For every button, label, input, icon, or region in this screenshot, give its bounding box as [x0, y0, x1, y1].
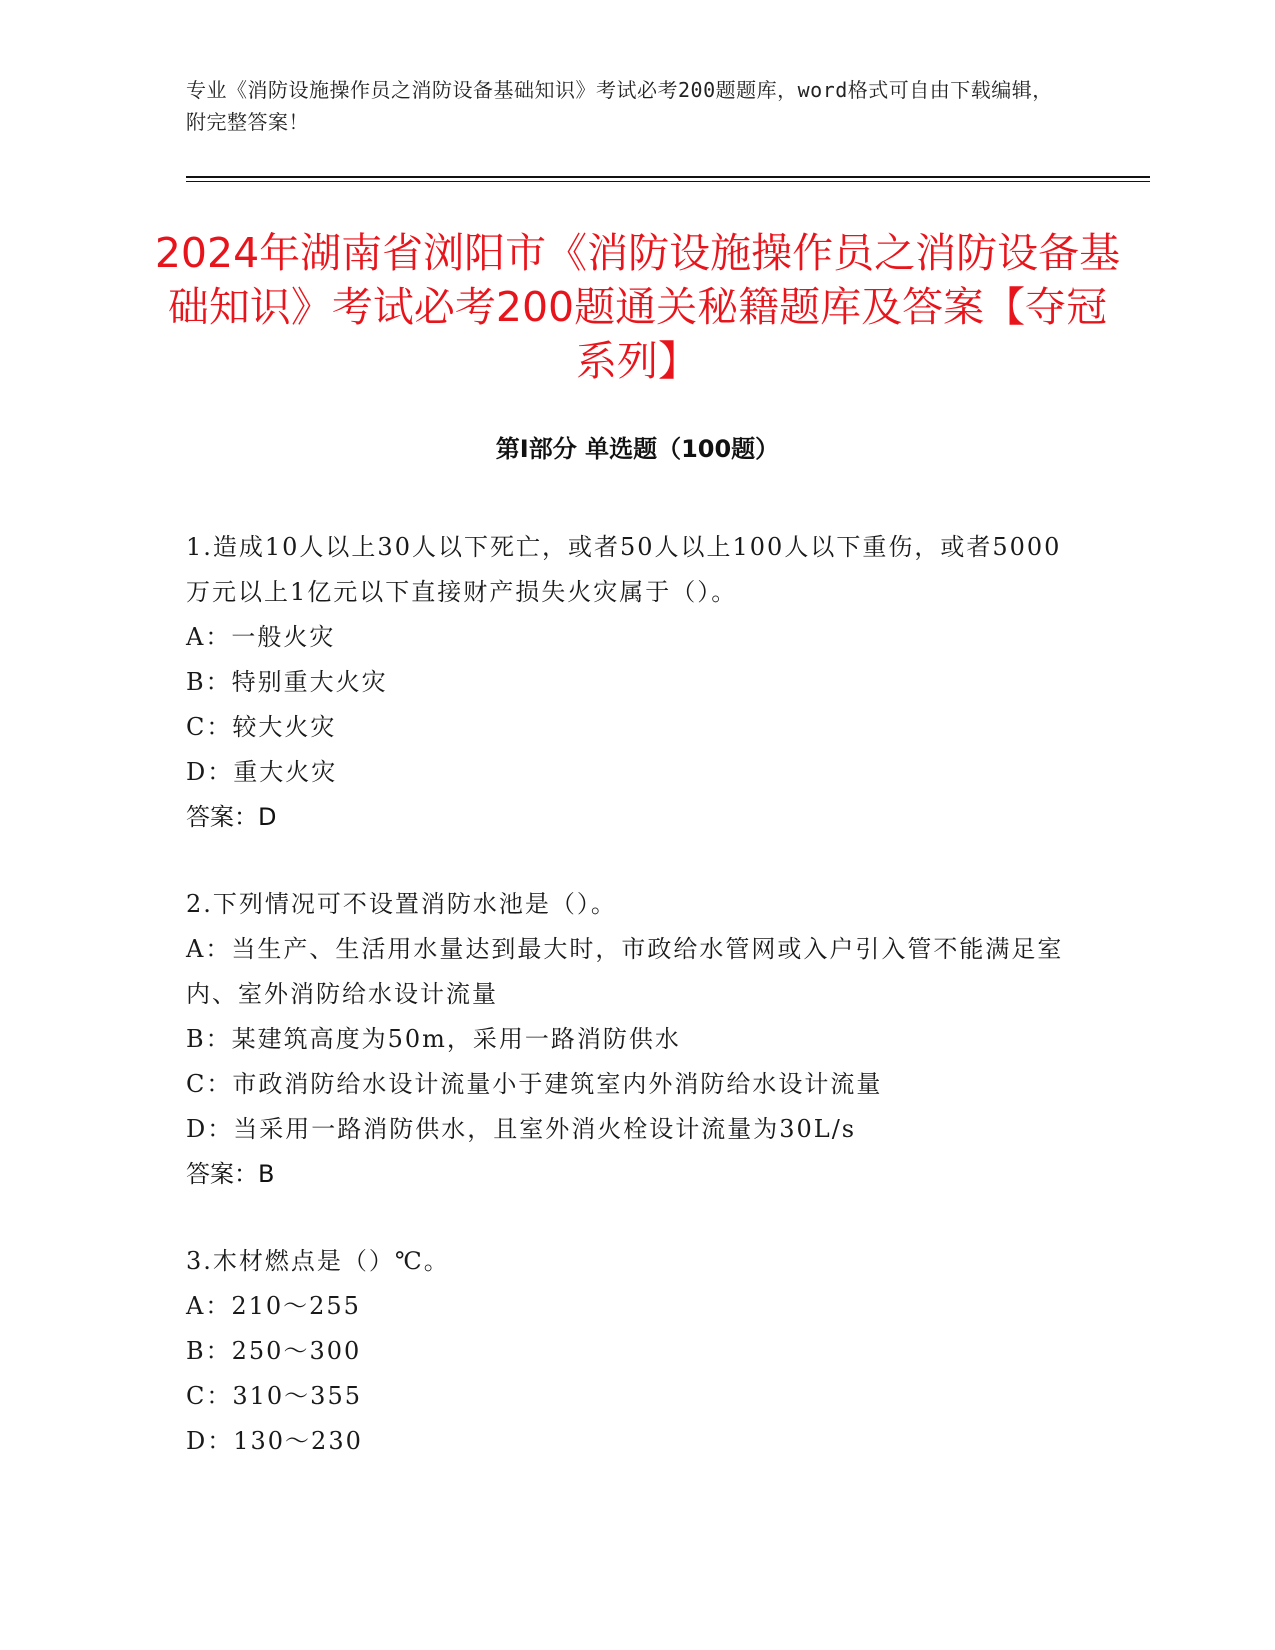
section-heading: 第I部分 单选题（100题） — [495, 435, 780, 463]
question-stem: 2.下列情况可不设置消防水池是（）。 — [186, 890, 617, 918]
answer-line: 答案：B — [186, 1160, 275, 1188]
header-divider-thin — [186, 181, 1150, 182]
question-stem: 3.木材燃点是（）℃。 — [186, 1247, 450, 1275]
option-a: A：一般火灾 — [186, 623, 336, 651]
answer-line: 答案：D — [186, 803, 277, 831]
option-b: B：特别重大火灾 — [186, 668, 388, 696]
question-3 — [186, 1239, 1066, 1464]
option-a: A：210～255 — [186, 1292, 361, 1320]
question-list — [186, 525, 1066, 1506]
option-b: B：250～300 — [186, 1337, 362, 1365]
option-d: D：当采用一路消防供水，且室外消火栓设计流量为30L/s — [186, 1115, 857, 1143]
option-c: C：较大火灾 — [186, 713, 337, 741]
question-2 — [186, 882, 1066, 1197]
option-c: C：310～355 — [186, 1382, 362, 1410]
question-1 — [186, 525, 1066, 840]
header-divider-thick — [186, 176, 1150, 178]
option-d: D：重大火灾 — [186, 758, 338, 786]
option-b: B：某建筑高度为50m，采用一路消防供水 — [186, 1025, 681, 1053]
document-title: 2024年湖南省浏阳市《消防设施操作员之消防设备基础知识》考试必考200题通关秘籍题库及答案【夺冠系列】 — [154, 229, 1121, 385]
header-note: 专业《消防设施操作员之消防设备基础知识》考试必考200题题库，word格式可自由下载编辑，附完整答案！ — [186, 78, 1053, 134]
option-d: D：130～230 — [186, 1427, 363, 1455]
option-c: C：市政消防给水设计流量小于建筑室内外消防给水设计流量 — [186, 1070, 883, 1098]
question-stem: 1.造成10人以上30人以下死亡，或者50人以上100人以下重伤，或者5000万元以上1亿元以下直接财产损失火灾属于（）。 — [186, 533, 1062, 606]
option-a: A：当生产、生活用水量达到最大时，市政给水管网或入户引入管不能满足室内、室外消防给水设计流量 — [186, 935, 1064, 1008]
